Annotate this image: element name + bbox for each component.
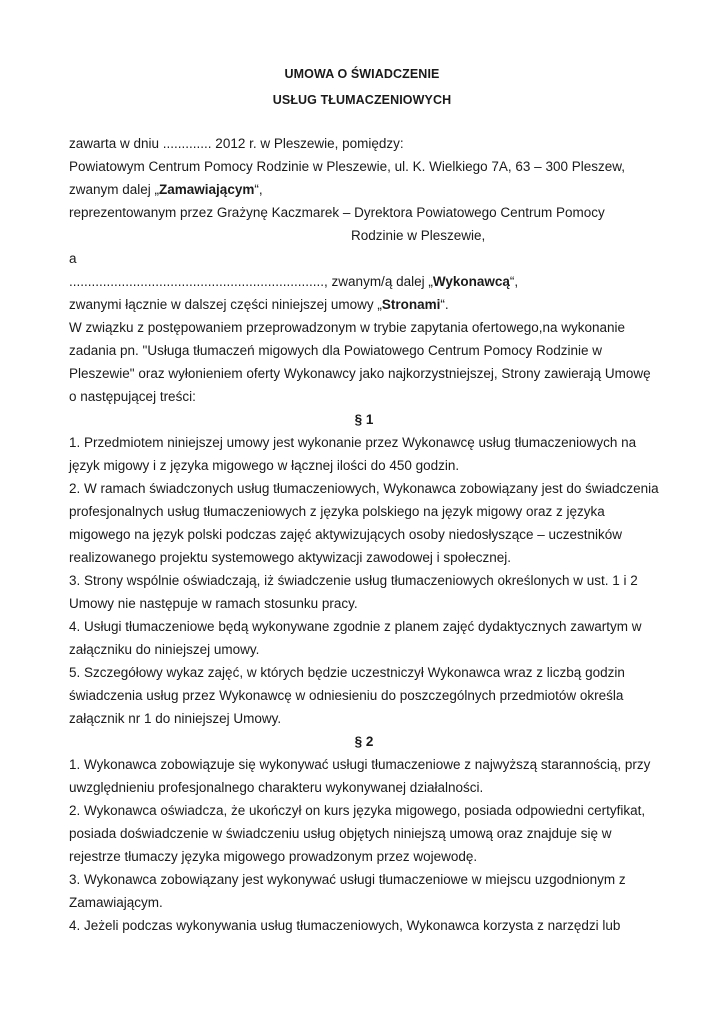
paragraph-line: załączniku do niniejszej umowy. <box>69 642 260 657</box>
paragraph-line: realizowanego projektu systemowego aktywizacji zawodowej i społecznej. <box>69 550 511 565</box>
intro-line: zwanymi łącznie w dalszej części niniejszej umowy „Stronami“. <box>69 297 449 312</box>
intro-line: a <box>69 251 77 266</box>
document-title-line-1: UMOWA O ŚWIADCZENIE <box>284 67 440 81</box>
paragraph-line: świadczenia usług przez Wykonawcę w odniesieniu do poszczególnych przedmiotów określa <box>69 688 624 703</box>
intro-line: Rodzinie w Pleszewie, <box>351 228 486 243</box>
paragraph-line: posiada doświadczenie w świadczeniu usług objętych niniejszą umową oraz znajduje się w <box>69 826 612 841</box>
paragraph-line: 1. Wykonawca zobowiązuje się wykonywać usługi tłumaczeniowe z najwyższą starannością, przy <box>69 757 651 772</box>
intro-line: ...................................................................., zwanym/ą dalej „Wykonawcą“, <box>69 274 519 289</box>
paragraph-line: uwzględnieniu profesjonalnego charakteru wykonywanej działalności. <box>69 780 484 795</box>
paragraph-line: 3. Wykonawca zobowiązany jest wykonywać usługi tłumaczeniowe w miejscu uzgodnionym z <box>69 872 626 887</box>
paragraph-line: język migowy i z języka migowego w łącznej ilości do 450 godzin. <box>69 458 460 473</box>
party-name-contractor: Zamawiającym <box>159 182 255 197</box>
paragraph-line: 3. Strony wspólnie oświadczają, iż świadczenie usług tłumaczeniowych określonych w ust. 1 i 2 <box>69 573 638 588</box>
section-2-text <box>69 753 659 937</box>
party-name-executor: Wykonawcą <box>432 274 510 289</box>
intro-line: Powiatowym Centrum Pomocy Rodzinie w Pleszewie, ul. K. Wielkiego 7A, 63 – 300 Pleszew, <box>69 159 625 174</box>
paragraph-line: rejestrze tłumaczy języka migowego prowadzonym przez wojewodę. <box>69 849 478 864</box>
party-name-parties: Stronami <box>381 297 441 312</box>
paragraph-line: 4. Jeżeli podczas wykonywania usług tłumaczeniowych, Wykonawca korzysta z narzędzi lub <box>69 918 621 933</box>
intro-line: reprezentowanym przez Grażynę Kaczmarek – Dyrektora Powiatowego Centrum Pomocy <box>69 205 605 220</box>
section-heading-2: § 2 <box>354 734 374 749</box>
paragraph-line: 4. Usługi tłumaczeniowe będą wykonywane zgodnie z planem zajęć dydaktycznych zawartym w <box>69 619 642 634</box>
section-heading-1: § 1 <box>354 412 374 427</box>
paragraph-line: załącznik nr 1 do niniejszej Umowy. <box>69 711 282 726</box>
intro-line: o następującej treści: <box>69 389 196 404</box>
paragraph-line: 2. W ramach świadczonych usług tłumaczeniowych, Wykonawca zobowiązany jest do świadczenia <box>69 481 659 496</box>
intro-line: Pleszewie" oraz wyłonieniem oferty Wykonawcy jako najkorzystniejszej, Strony zawierają Umowę <box>69 366 651 381</box>
paragraph-line: 1. Przedmiotem niniejszej umowy jest wykonanie przez Wykonawcę usług tłumaczeniowych na <box>69 435 637 450</box>
intro-line: zadania pn. "Usługa tłumaczeń migowych dla Powiatowego Centrum Pomocy Rodzinie w <box>69 343 603 358</box>
paragraph-line: profesjonalnych usług tłumaczeniowych z języka polskiego na język migowy oraz z języka <box>69 504 605 519</box>
section-1-text <box>69 431 659 730</box>
intro-line: zawarta w dniu ............. 2012 r. w Pleszewie, pomiędzy: <box>69 136 404 151</box>
document-title-line-2: USŁUG TŁUMACZENIOWYCH <box>272 93 452 107</box>
paragraph-line: 5. Szczegółowy wykaz zajęć, w których będzie uczestniczył Wykonawca wraz z liczbą godzin <box>69 665 625 680</box>
paragraph-line: Umowy nie następuje w ramach stosunku pracy. <box>69 596 358 611</box>
intro-line: W związku z postępowaniem przeprowadzonym w trybie zapytania ofertowego,na wykonanie <box>69 320 626 335</box>
paragraph-line: migowego na język polski podczas zajęć aktywizujących osoby niedosłyszące – uczestników <box>69 527 623 542</box>
paragraph-line: 2. Wykonawca oświadcza, że ukończył on kurs języka migowego, posiada odpowiedni certyfikat, <box>69 803 646 818</box>
intro-line: zwanym dalej „Zamawiającym“, <box>69 182 263 197</box>
document-body <box>69 132 659 937</box>
paragraph-line: Zamawiającym. <box>69 895 163 910</box>
